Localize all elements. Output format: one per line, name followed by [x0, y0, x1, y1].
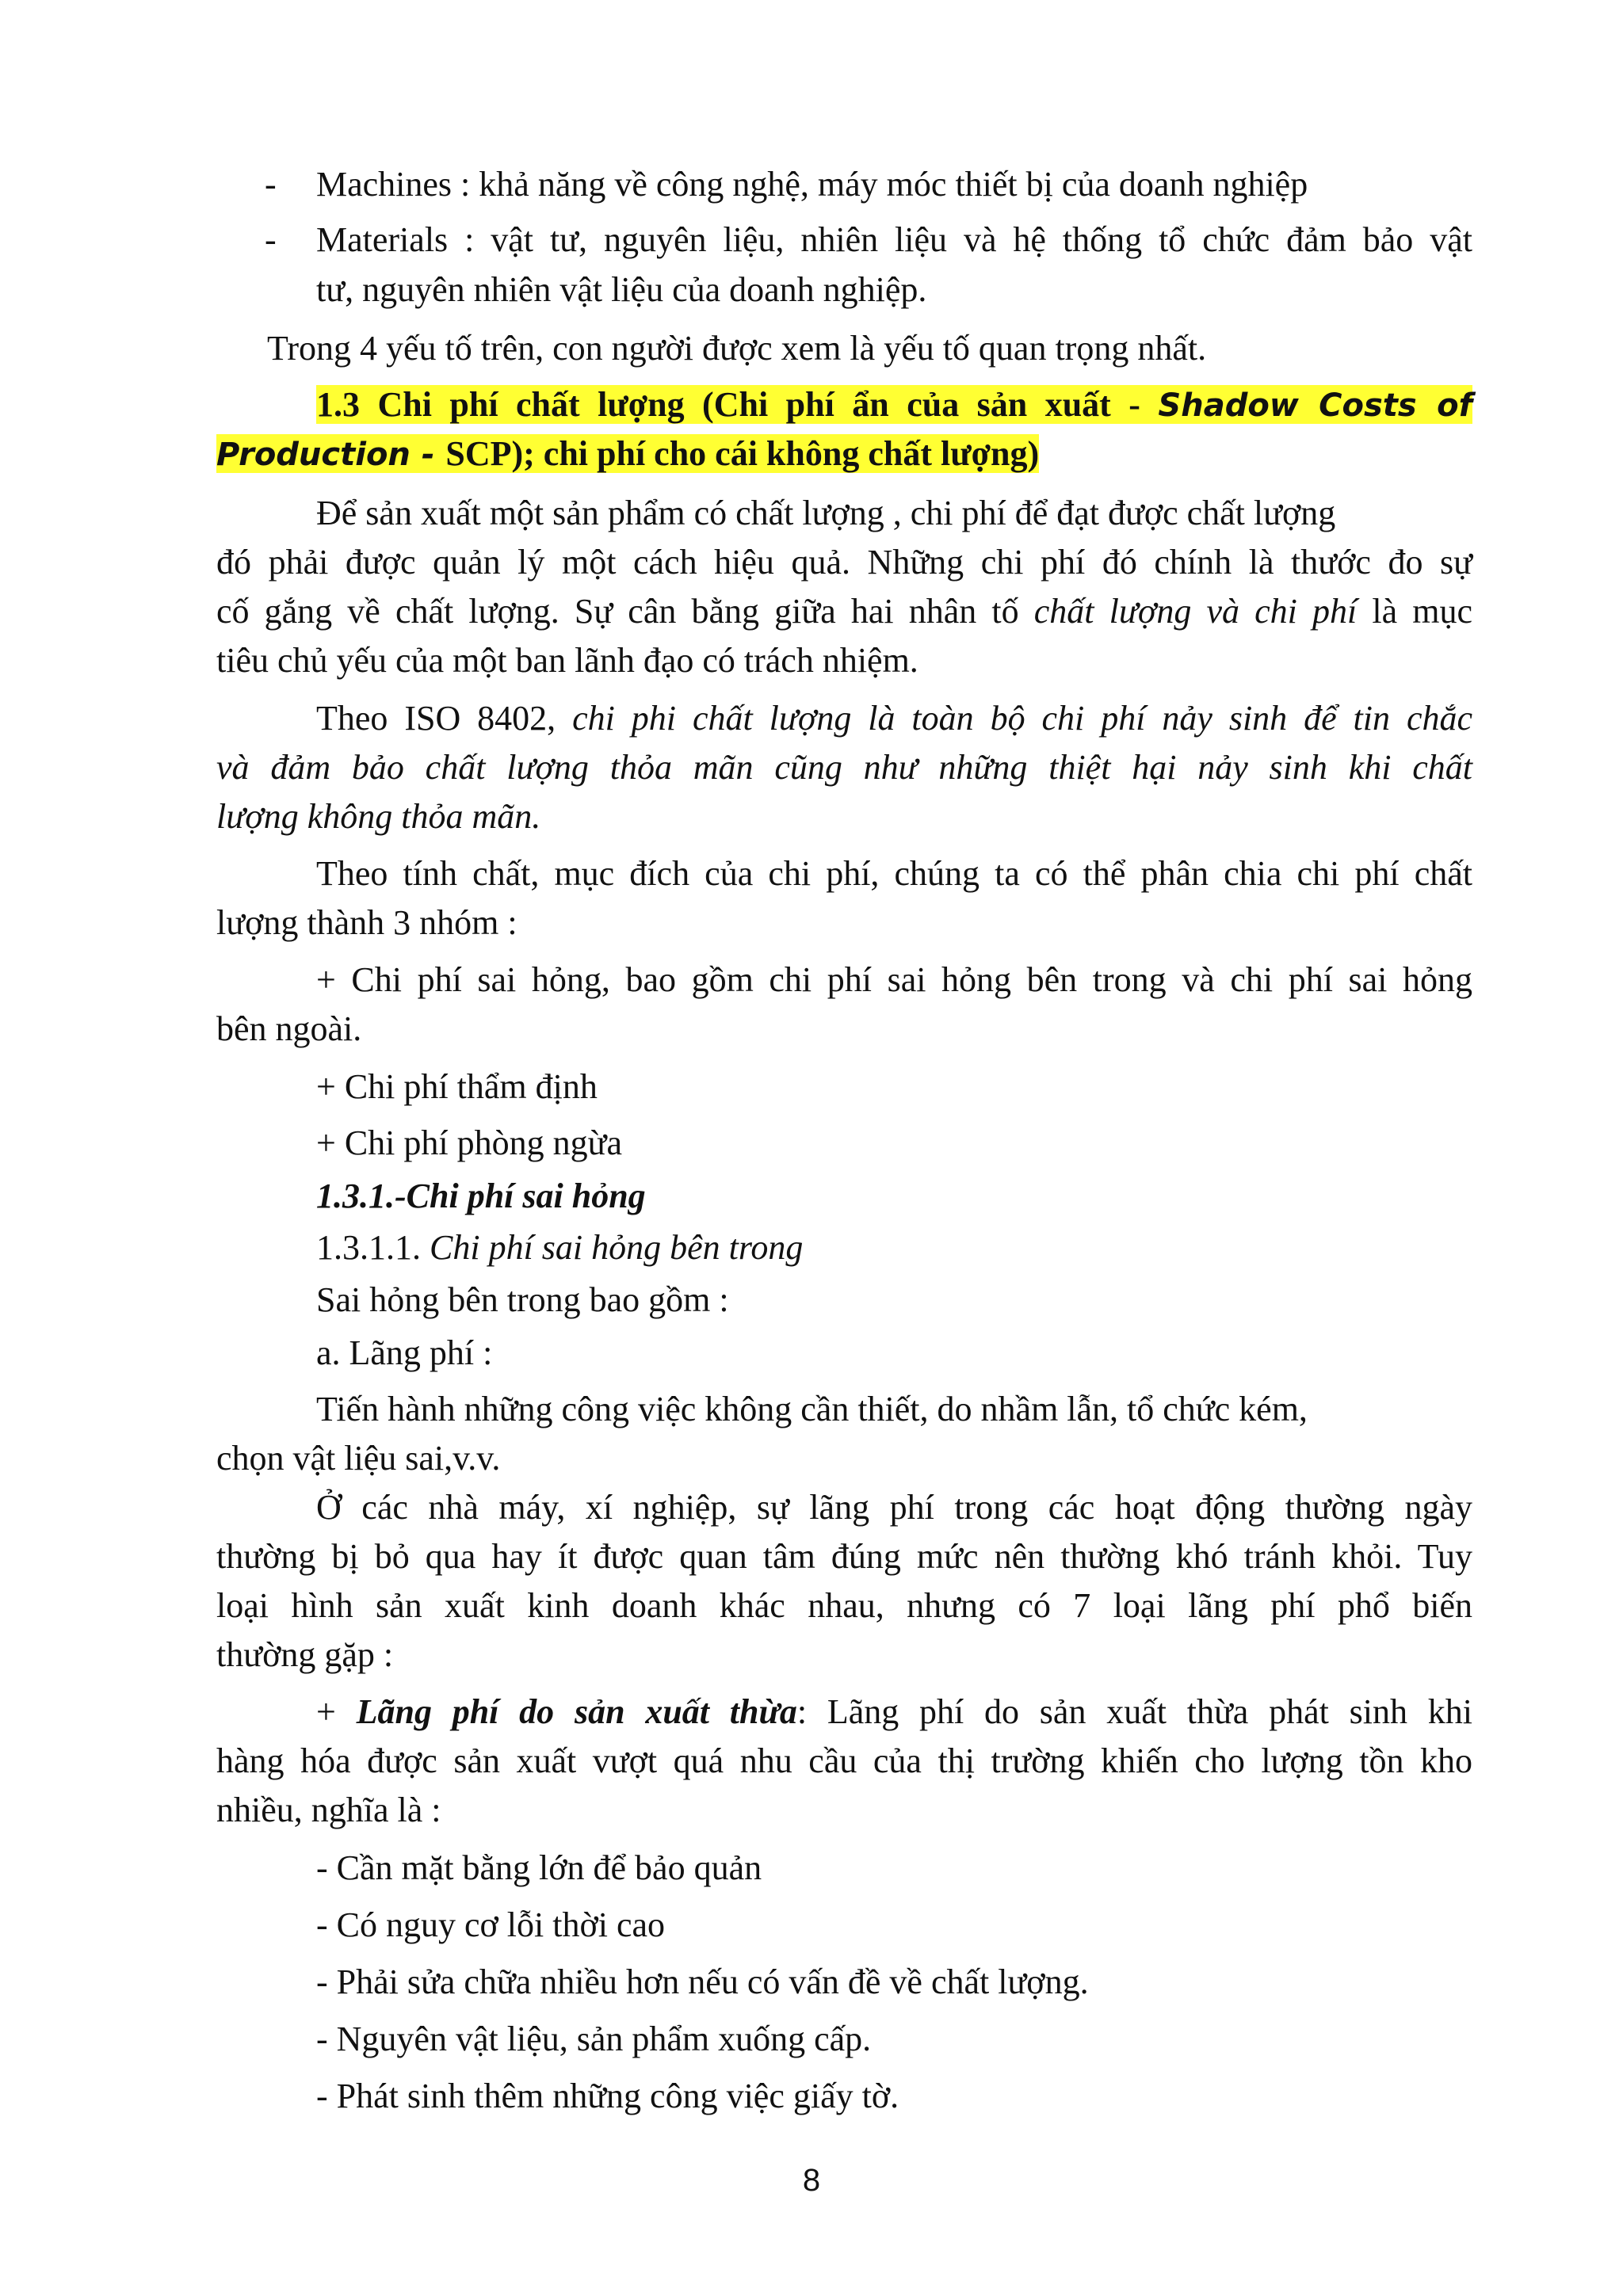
- subheading-1-3-1-1: [316, 1226, 803, 1269]
- italic-run: chất lượng và chi phí: [1033, 592, 1358, 631]
- bullet-materials-line1: Materials : vật tư, nguyên liệu, nhiên liệu và hệ thống tổ chức đảm bảo vật: [316, 220, 1472, 259]
- group1-line2: bên ngoài.: [216, 1009, 362, 1048]
- list-item: - Cần mặt bằng lớn để bảo quản: [316, 1848, 762, 1887]
- summary-sentence: Trong 4 yếu tố trên, con người được xem là yếu tố quan trọng nhất.: [267, 329, 1207, 368]
- page-number: 8: [802, 2163, 821, 2198]
- para4-line2: thường bị bỏ qua hay ít được quan tâm đúng mức nên thường khó tránh khỏi. Tuy: [216, 1537, 1472, 1576]
- bullet-marker: -: [265, 165, 277, 204]
- overprod-line1: [316, 1691, 1472, 1733]
- text-run: +: [316, 1692, 357, 1731]
- section-heading-line2: [216, 433, 1039, 476]
- text-run: cố gắng về chất lượng. Sự cân bằng giữa hai nhân tố: [216, 592, 1034, 631]
- bullet-marker: -: [265, 220, 277, 259]
- text-run: 1.3.1.1.: [316, 1228, 430, 1267]
- para2-line1: [316, 697, 1472, 740]
- list-item: - Có nguy cơ lỗi thời cao: [316, 1905, 666, 1944]
- group1-line1: + Chi phí sai hỏng, bao gồm chi phí sai hỏng bên trong và chi phí sai hỏng: [316, 960, 1472, 999]
- italic-run: Chi phí sai hỏng bên trong: [430, 1228, 804, 1267]
- para1-line1: Để sản xuất một sản phẩm có chất lượng , chi phí để đạt được chất lượng: [316, 494, 1336, 532]
- heading-english-term: Production -: [216, 437, 446, 473]
- overprod-line3: nhiều, nghĩa là :: [216, 1791, 441, 1829]
- para1-line2: đó phải được quản lý một cách hiệu quả. Những chi phí đó chính là thước đo sự: [216, 543, 1472, 582]
- para4-line1: Ở các nhà máy, xí nghiệp, sự lãng phí trong các hoạt động thường ngày: [316, 1488, 1472, 1527]
- group2: + Chi phí thẩm định: [316, 1067, 598, 1106]
- text-run: : Lãng phí do sản xuất thừa phát sinh khi: [796, 1692, 1472, 1731]
- internal-intro: Sai hỏng bên trong bao gồm :: [316, 1280, 729, 1319]
- bullet-materials-line2: tư, nguyên nhiên vật liệu của doanh nghiệp.: [316, 270, 927, 309]
- para2-line2: và đảm bảo chất lượng thỏa mãn cũng như những thiệt hại nảy sinh khi chất: [216, 748, 1472, 787]
- overprod-line2: hàng hóa được sản xuất vượt quá nhu cầu của thị trường khiến cho lượng tồn kho: [216, 1741, 1472, 1780]
- list-item: - Phải sửa chữa nhiều hơn nếu có vấn đề về chất lượng.: [316, 1962, 1089, 2001]
- section-heading-line1: [316, 383, 1472, 427]
- list-item: - Nguyên vật liệu, sản phẩm xuống cấp.: [316, 2019, 872, 2058]
- heading-part: 1.3 Chi phí chất lượng (Chi phí ẩn của sản xuất -: [316, 385, 1159, 424]
- para2-line3: lượng không thỏa mãn.: [216, 797, 541, 836]
- text-run: Theo ISO 8402,: [316, 699, 573, 738]
- bold-italic-run: Lãng phí do sản xuất thừa: [356, 1692, 797, 1731]
- subheading-1-3-1: 1.3.1.-Chi phí sai hỏng: [316, 1177, 646, 1215]
- waste-desc-line2: chọn vật liệu sai,v.v.: [216, 1439, 501, 1478]
- item-a-waste: a. Lãng phí :: [316, 1333, 493, 1372]
- text-run: là mục: [1357, 592, 1472, 631]
- para3-line1: Theo tính chất, mục đích của chi phí, chúng ta có thể phân chia chi phí chất: [316, 854, 1472, 893]
- heading-part: SCP); chi phí cho cái không chất lượng): [445, 434, 1040, 473]
- italic-run: chi phi chất lượng là toàn bộ chi phí nảy sinh để tin chắc: [572, 699, 1472, 738]
- waste-desc-line1: Tiến hành những công việc không cần thiết, do nhầm lẫn, tổ chức kém,: [316, 1390, 1308, 1428]
- list-item: - Phát sinh thêm những công việc giấy tờ.: [316, 2077, 899, 2115]
- heading-english-term: Shadow Costs of: [1158, 387, 1472, 424]
- para3-line2: lượng thành 3 nhóm :: [216, 903, 517, 942]
- para4-line4: thường gặp :: [216, 1635, 394, 1674]
- para4-line3: loại hình sản xuất kinh doanh khác nhau, nhưng có 7 loại lãng phí phổ biến: [216, 1586, 1472, 1625]
- para1-line4: tiêu chủ yếu của một ban lãnh đạo có trách nhiệm.: [216, 641, 918, 680]
- bullet-machines: Machines : khả năng về công nghệ, máy móc thiết bị của doanh nghiệp: [316, 165, 1308, 204]
- para1-line3: [216, 590, 1472, 633]
- group3: + Chi phí phòng ngừa: [316, 1123, 622, 1162]
